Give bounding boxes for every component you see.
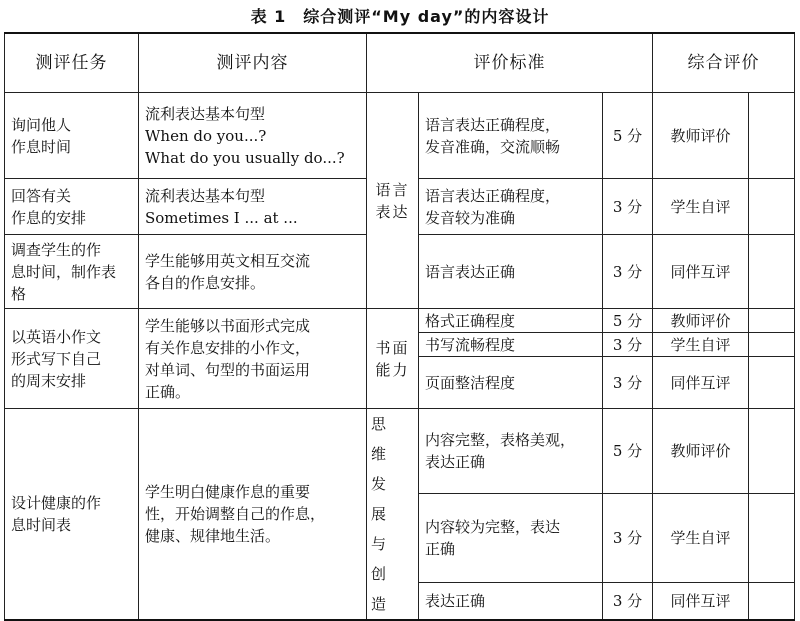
blank-cell xyxy=(749,235,795,309)
eval-cell: 同伴互评 xyxy=(653,235,749,309)
eval-cell: 教师评价 xyxy=(653,309,749,333)
task-cell: 以英语小作文 形式写下自己 的周末安排 xyxy=(5,309,139,409)
table-row xyxy=(5,409,795,494)
blank-cell xyxy=(749,409,795,494)
table-row xyxy=(5,309,795,333)
assessment-table xyxy=(4,32,795,621)
criteria-cell: 内容完整，表格美观， 表达正确 xyxy=(419,409,603,494)
criteria-cell: 语言表达正确程度， 发音准确，交流顺畅 xyxy=(419,93,603,179)
blank-cell xyxy=(749,494,795,582)
blank-cell xyxy=(749,179,795,235)
table-row xyxy=(5,93,795,179)
blank-cell xyxy=(749,357,795,409)
score-cell: 3 分 xyxy=(603,333,653,357)
header-overall: 综合评价 xyxy=(653,33,795,93)
task-cell: 调查学生的作 息时间，制作表 格 xyxy=(5,235,139,309)
content-cell: 学生明白健康作息的重要 性，开始调整自己的作息， 健康、规律地生活。 xyxy=(139,409,367,621)
eval-cell: 同伴互评 xyxy=(653,357,749,409)
eval-cell: 学生自评 xyxy=(653,494,749,582)
header-content: 测评内容 xyxy=(139,33,367,93)
header-task: 测评任务 xyxy=(5,33,139,93)
eval-cell: 教师评价 xyxy=(653,93,749,179)
score-cell: 3 分 xyxy=(603,235,653,309)
score-cell: 5 分 xyxy=(603,409,653,494)
blank-cell xyxy=(749,309,795,333)
table-caption: 表 1 综合测评“My day”的内容设计 xyxy=(250,7,550,26)
eval-cell: 教师评价 xyxy=(653,409,749,494)
criteria-cell: 书写流畅程度 xyxy=(419,333,603,357)
criteria-cell: 内容较为完整，表达 正确 xyxy=(419,494,603,582)
criteria-cell: 语言表达正确程度， 发音较为准确 xyxy=(419,179,603,235)
task-cell: 询问他人 作息时间 xyxy=(5,93,139,179)
eval-cell: 同伴互评 xyxy=(653,582,749,620)
header-row xyxy=(5,33,795,93)
blank-cell xyxy=(749,582,795,620)
score-cell: 3 分 xyxy=(603,357,653,409)
criteria-cell: 页面整洁程度 xyxy=(419,357,603,409)
score-cell: 5 分 xyxy=(603,309,653,333)
criteria-cell: 表达正确 xyxy=(419,582,603,620)
criteria-cell: 格式正确程度 xyxy=(419,309,603,333)
eval-cell: 学生自评 xyxy=(653,333,749,357)
criteria-cell: 语言表达正确 xyxy=(419,235,603,309)
score-cell: 3 分 xyxy=(603,179,653,235)
score-cell: 3 分 xyxy=(603,582,653,620)
header-standard: 评价标准 xyxy=(367,33,653,93)
category-cell: 思 维 发 展 与 创 造 xyxy=(367,409,419,621)
blank-cell xyxy=(749,93,795,179)
score-cell: 3 分 xyxy=(603,494,653,582)
task-cell: 设计健康的作 息时间表 xyxy=(5,409,139,621)
blank-cell xyxy=(749,333,795,357)
content-cell: 流利表达基本句型 Sometimes I ... at ... xyxy=(139,179,367,235)
content-cell: 学生能够以书面形式完成 有关作息安排的小作文， 对单词、句型的书面运用 正确。 xyxy=(139,309,367,409)
task-cell: 回答有关 作息的安排 xyxy=(5,179,139,235)
category-cell: 语言 表达 xyxy=(367,93,419,309)
content-cell: 学生能够用英文相互交流 各自的作息安排。 xyxy=(139,235,367,309)
content-cell: 流利表达基本句型 When do you...? What do you usually do...? xyxy=(139,93,367,179)
eval-cell: 学生自评 xyxy=(653,179,749,235)
score-cell: 5 分 xyxy=(603,93,653,179)
category-cell: 书面 能力 xyxy=(367,309,419,409)
